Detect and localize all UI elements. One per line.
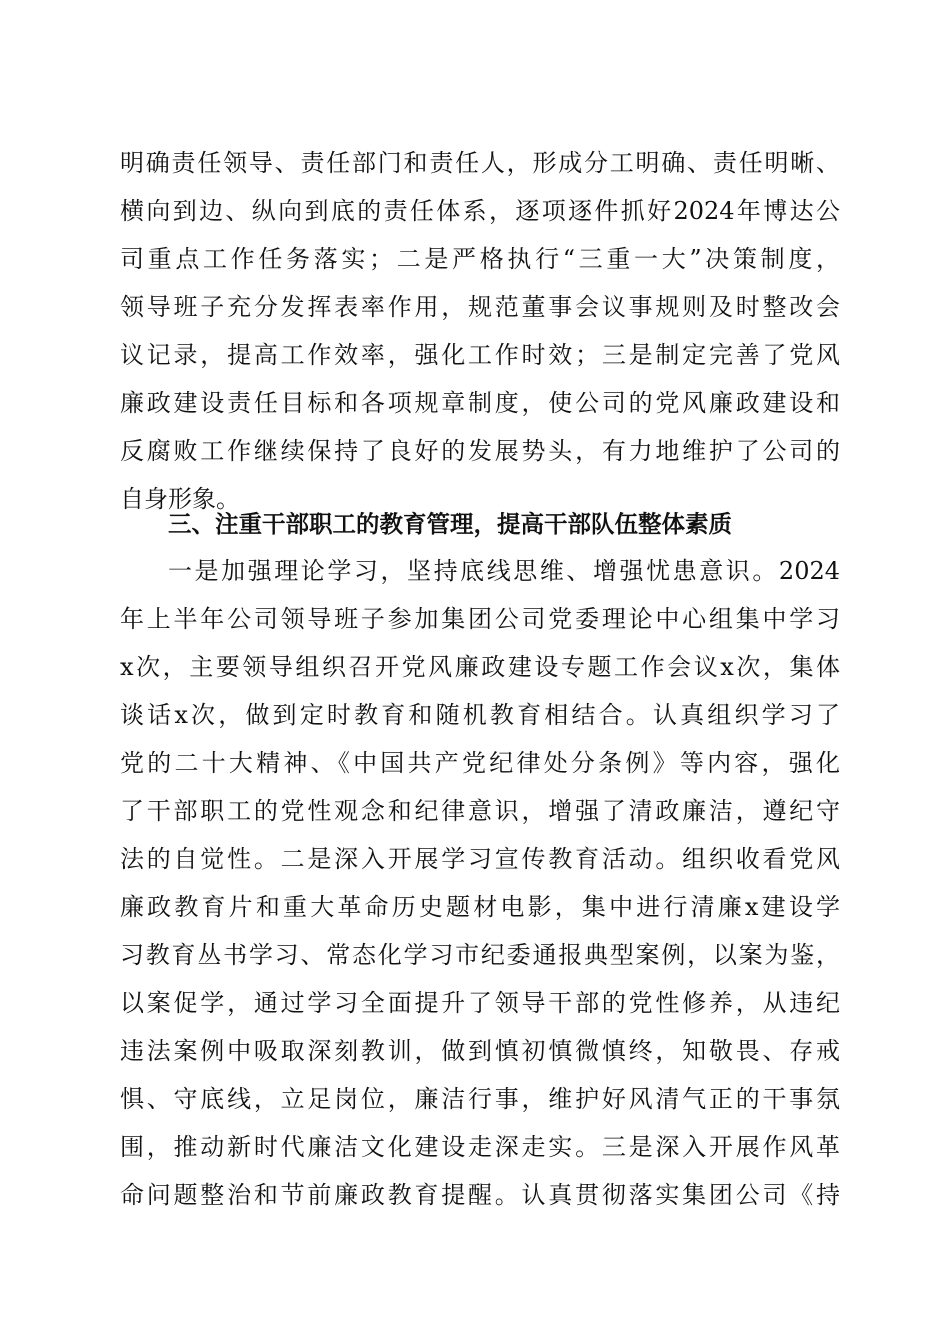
body-text-line: 明确责任领导、责任部门和责任人，形成分工明确、责任明晰、 bbox=[120, 149, 840, 177]
body-text-line: 反腐败工作继续保持了良好的发展势头，有力地维护了公司的 bbox=[120, 437, 840, 465]
body-text-line: 年上半年公司领导班子参加集团公司党委理论中心组集中学习 bbox=[120, 605, 840, 633]
body-text-line: 惧、守底线，立足岗位，廉洁行事，维护好风清气正的干事氛 bbox=[120, 1085, 840, 1113]
body-text-line: 廉政教育片和重大革命历史题材电影，集中进行清廉x建设学 bbox=[120, 893, 840, 921]
body-text-line: 党的二十大精神、《中国共产党纪律处分条例》等内容，强化 bbox=[120, 749, 840, 777]
body-text-line: 议记录，提高工作效率，强化工作时效；三是制定完善了党风 bbox=[120, 341, 840, 369]
body-text-line: 横向到边、纵向到底的责任体系，逐项逐件抓好2024年博达公 bbox=[120, 197, 840, 225]
section-heading: 三、注重干部职工的教育管理，提高干部队伍整体素质 bbox=[168, 510, 732, 538]
body-text-line: 命问题整治和节前廉政教育提醒。认真贯彻落实集团公司《持 bbox=[120, 1181, 840, 1209]
body-text-line: 一是加强理论学习，坚持底线思维、增强忧患意识。2024 bbox=[168, 557, 840, 585]
body-text-line: 了干部职工的党性观念和纪律意识，增强了清政廉洁，遵纪守 bbox=[120, 797, 840, 825]
body-text-line: 谈话x次，做到定时教育和随机教育相结合。认真组织学习了 bbox=[120, 701, 840, 729]
body-text-line: 自身形象。 bbox=[120, 485, 240, 513]
body-text-line: 以案促学，通过学习全面提升了领导干部的党性修养，从违纪 bbox=[120, 989, 840, 1017]
body-text-line: 违法案例中吸取深刻教训，做到慎初慎微慎终，知敬畏、存戒 bbox=[120, 1037, 840, 1065]
body-text-line: 围，推动新时代廉洁文化建设走深走实。三是深入开展作风革 bbox=[120, 1133, 840, 1161]
body-text-line: x次，主要领导组织召开党风廉政建设专题工作会议x次，集体 bbox=[120, 653, 840, 681]
body-text-line: 廉政建设责任目标和各项规章制度，使公司的党风廉政建设和 bbox=[120, 389, 840, 417]
body-text-line: 法的自觉性。二是深入开展学习宣传教育活动。组织收看党风 bbox=[120, 845, 840, 873]
body-text-line: 司重点工作任务落实；二是严格执行“三重一大”决策制度， bbox=[120, 245, 840, 273]
body-text-line: 习教育丛书学习、常态化学习市纪委通报典型案例，以案为鉴， bbox=[120, 941, 840, 969]
body-text-line: 领导班子充分发挥表率作用，规范董事会议事规则及时整改会 bbox=[120, 293, 840, 321]
